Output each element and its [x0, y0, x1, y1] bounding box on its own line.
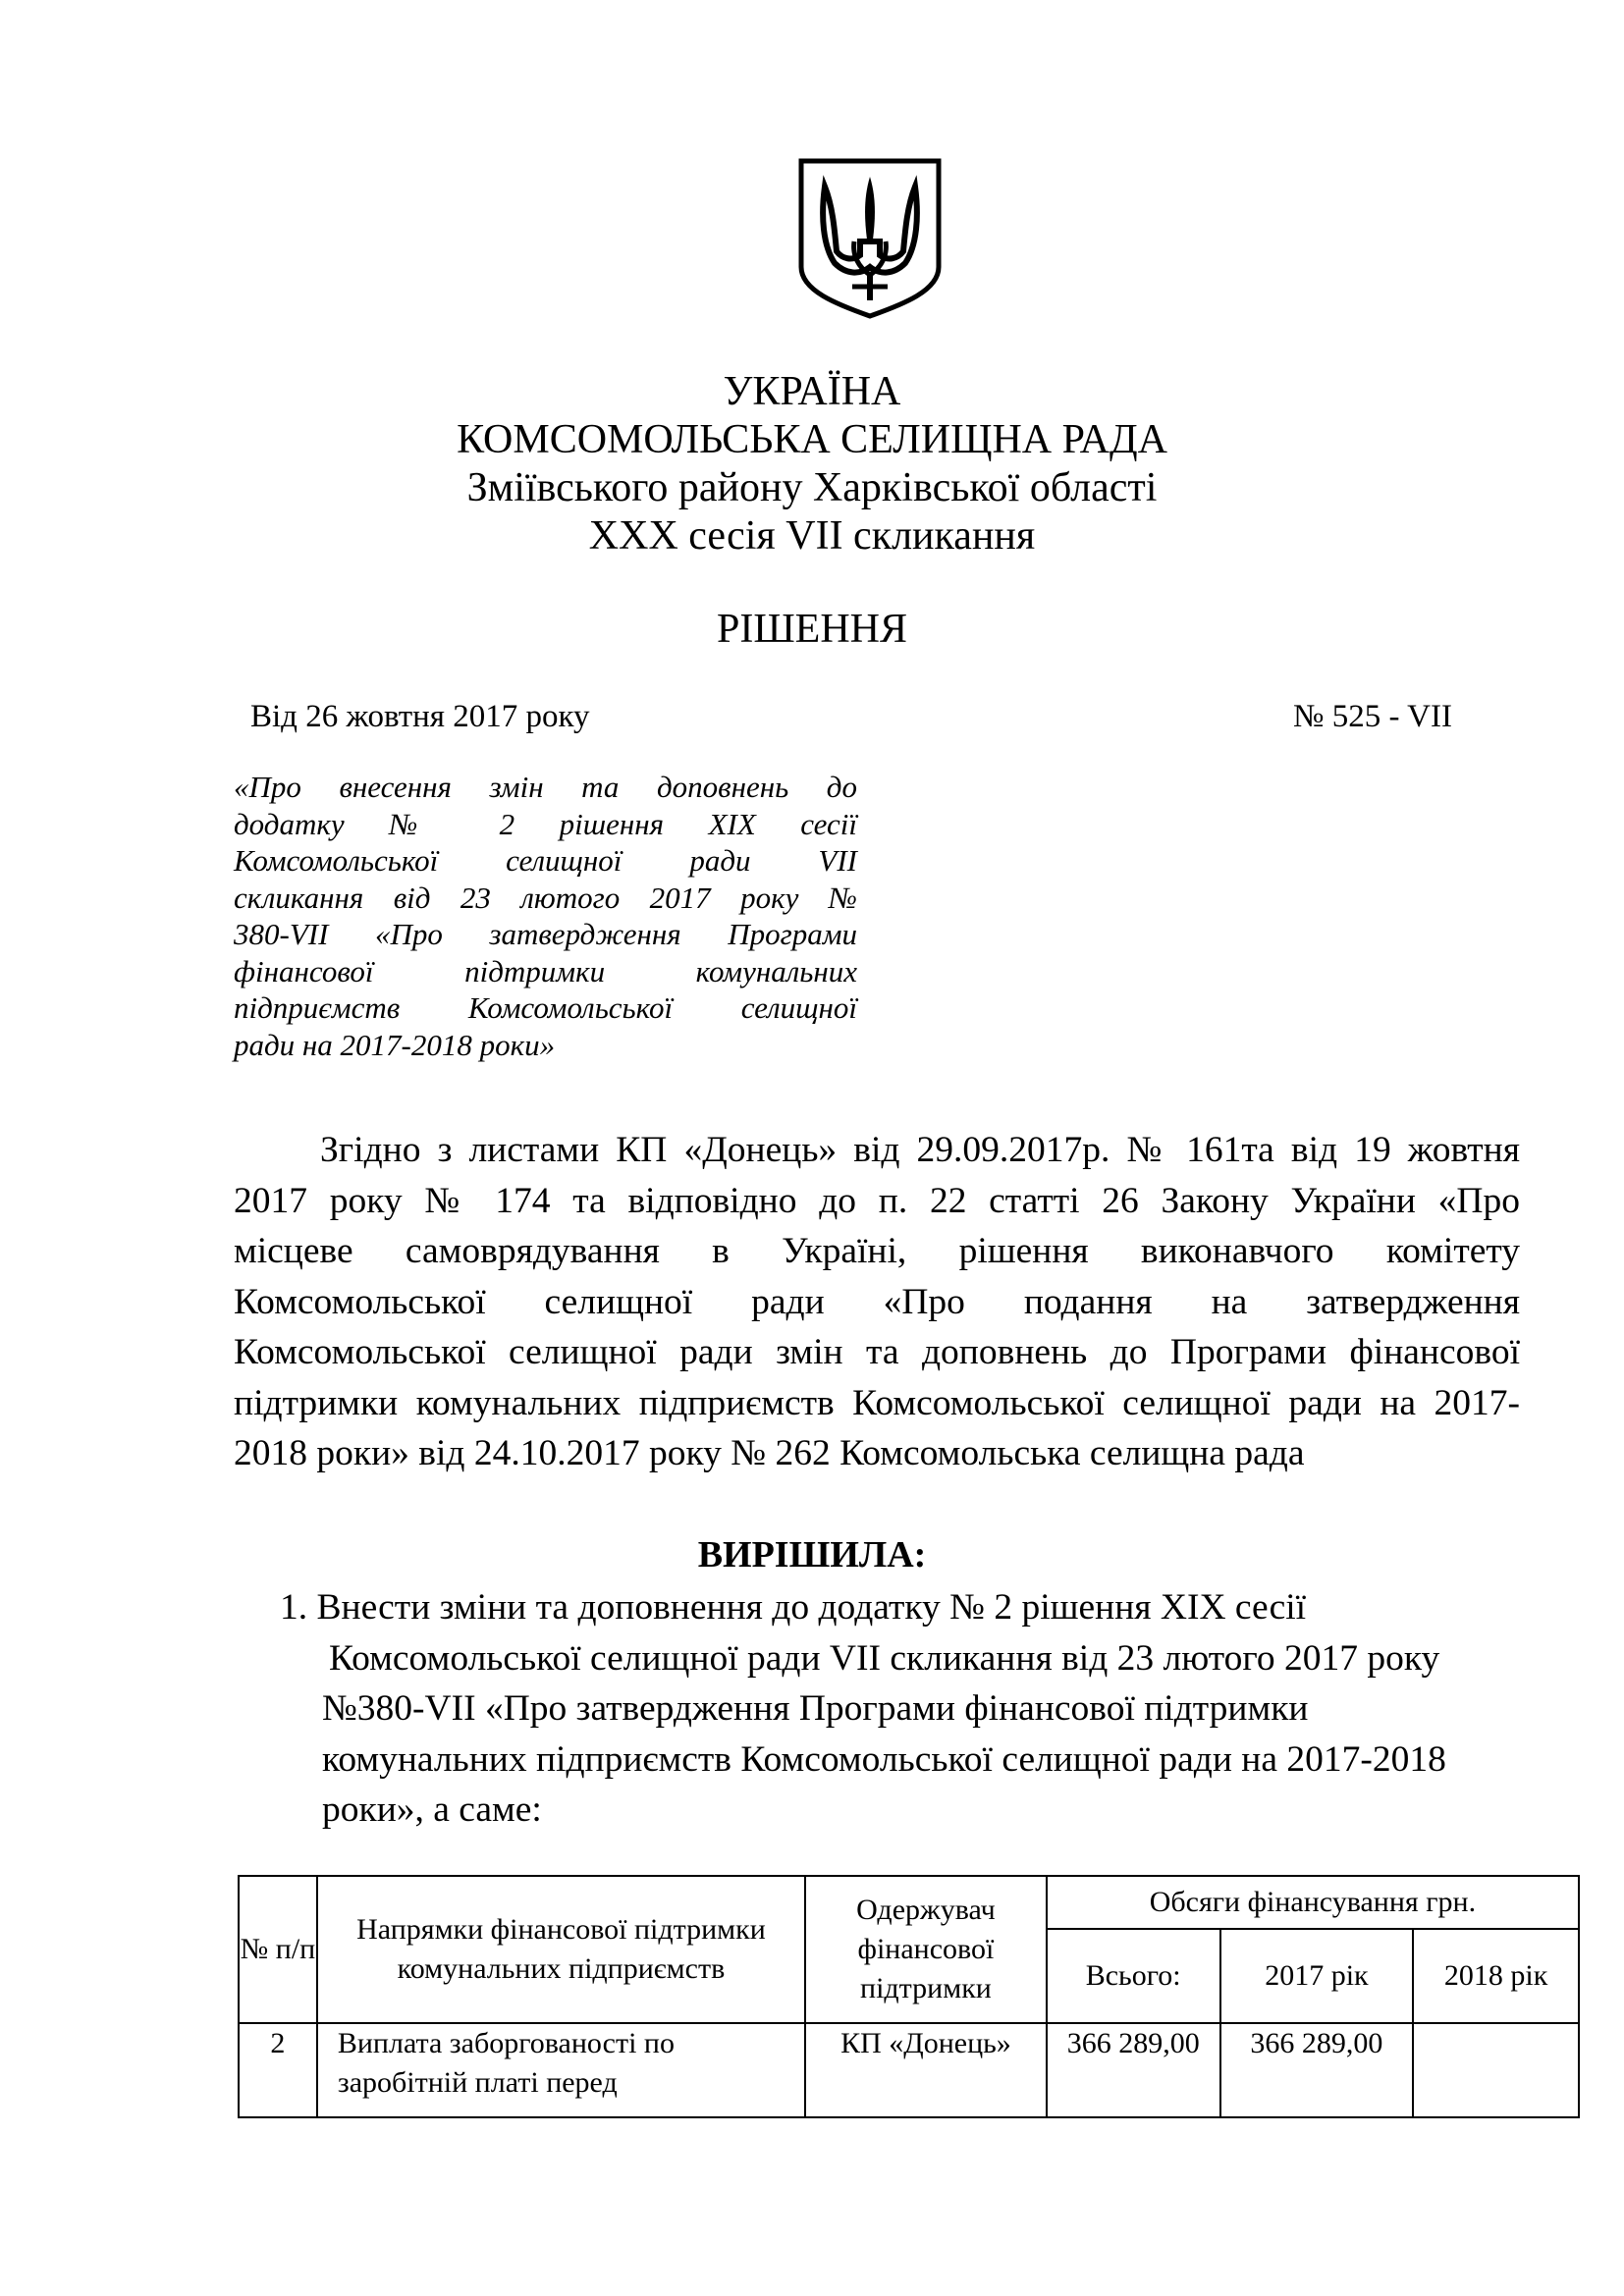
header-recipient: Одержувач фінансової підтримки: [805, 1876, 1047, 2023]
document-type: РІШЕННЯ: [716, 607, 908, 652]
preamble-paragraph: [234, 1125, 1520, 1479]
preamble-line: Згідно з листами КП «Донець» від 29.09.2017р. № 161та від 19 жовтня: [320, 1130, 1520, 1170]
subject-line: ради на 2017-2018 роки»: [234, 1027, 556, 1062]
header-directions: Напрямки фінансової підтримки комунальних підприємств: [317, 1876, 805, 2023]
country-title: УКРАЇНА: [723, 369, 901, 414]
item-line: комунальних підприємств Комсомольської селищної ради на 2017-2018: [322, 1738, 1446, 1780]
cell-num: 2: [239, 2023, 317, 2117]
cell-recipient: КП «Донець»: [805, 2023, 1047, 2117]
header-volumes: Обсяги фінансування грн.: [1047, 1876, 1579, 1929]
subject-line: скликання від 23 лютого 2017 року №: [234, 880, 857, 915]
header-2018: 2018 рік: [1413, 1929, 1579, 2023]
decision-date: Від 26 жовтня 2017 року: [250, 699, 590, 734]
header-total: Всього:: [1047, 1929, 1220, 2023]
subject-line: додатку № 2 рішення XIX сесії: [234, 806, 857, 841]
header-2017: 2017 рік: [1220, 1929, 1414, 2023]
district-title: Зміївського району Харківської області: [466, 465, 1158, 510]
resolution-item: [280, 1582, 1517, 1836]
subject-line: «Про внесення змін та доповнень до: [234, 770, 857, 804]
decision-subject: [234, 769, 857, 1063]
resolution-title: ВИРІШИЛА:: [697, 1534, 927, 1575]
item-line: Комсомольської селищної ради VII скликання від 23 лютого 2017 року: [329, 1637, 1440, 1679]
cell-2017: 366 289,00: [1220, 2023, 1414, 2117]
cell-direction: Виплата заборгованості по заробітній платі перед: [317, 2023, 805, 2117]
decision-number: № 525 - VII: [1293, 699, 1452, 734]
preamble-line: 2018 роки» від 24.10.2017 року № 262 Комсомольська селищна рада: [234, 1433, 1305, 1473]
session-title: XXX сесія VII скликання: [588, 513, 1036, 559]
financing-table: [238, 1875, 1580, 2118]
council-title: КОМСОМОЛЬСЬКА СЕЛИЩНА РАДА: [457, 417, 1167, 462]
subject-line: 380-VII «Про затвердження Програми: [234, 917, 857, 951]
coat-of-arms-icon: [795, 157, 945, 319]
table-header-row: [239, 1876, 1579, 1929]
preamble-line: Комсомольської селищної ради змін та доповнень до Програми фінансової: [234, 1332, 1520, 1372]
preamble-line: підтримки комунальних підприємств Комсомольської селищної ради на 2017-: [234, 1382, 1520, 1423]
item-line: роки», а саме:: [322, 1789, 542, 1830]
subject-line: фінансової підтримки комунальних: [234, 953, 857, 988]
preamble-line: 2017 року № 174 та відповідно до п. 22 статті 26 Закону України «Про: [234, 1180, 1520, 1221]
table-row: [239, 2023, 1579, 2117]
subject-line: Комсомольської селищної ради VII: [234, 843, 857, 878]
preamble-line: Комсомольської селищної ради «Про подання на затвердження: [234, 1281, 1520, 1322]
item-line: №380-VII «Про затвердження Програми фінансової підтримки: [322, 1688, 1309, 1729]
preamble-line: місцеве самоврядування в Україні, рішення виконавчого комітету: [234, 1231, 1520, 1271]
cell-total: 366 289,00: [1047, 2023, 1220, 2117]
subject-line: підприємств Комсомольської селищної: [234, 990, 857, 1025]
item-line: 1. Внести зміни та доповнення до додатку № 2 рішення XIX сесії: [280, 1587, 1307, 1628]
header-num: № п/п: [239, 1876, 317, 2023]
cell-2018: [1413, 2023, 1579, 2117]
